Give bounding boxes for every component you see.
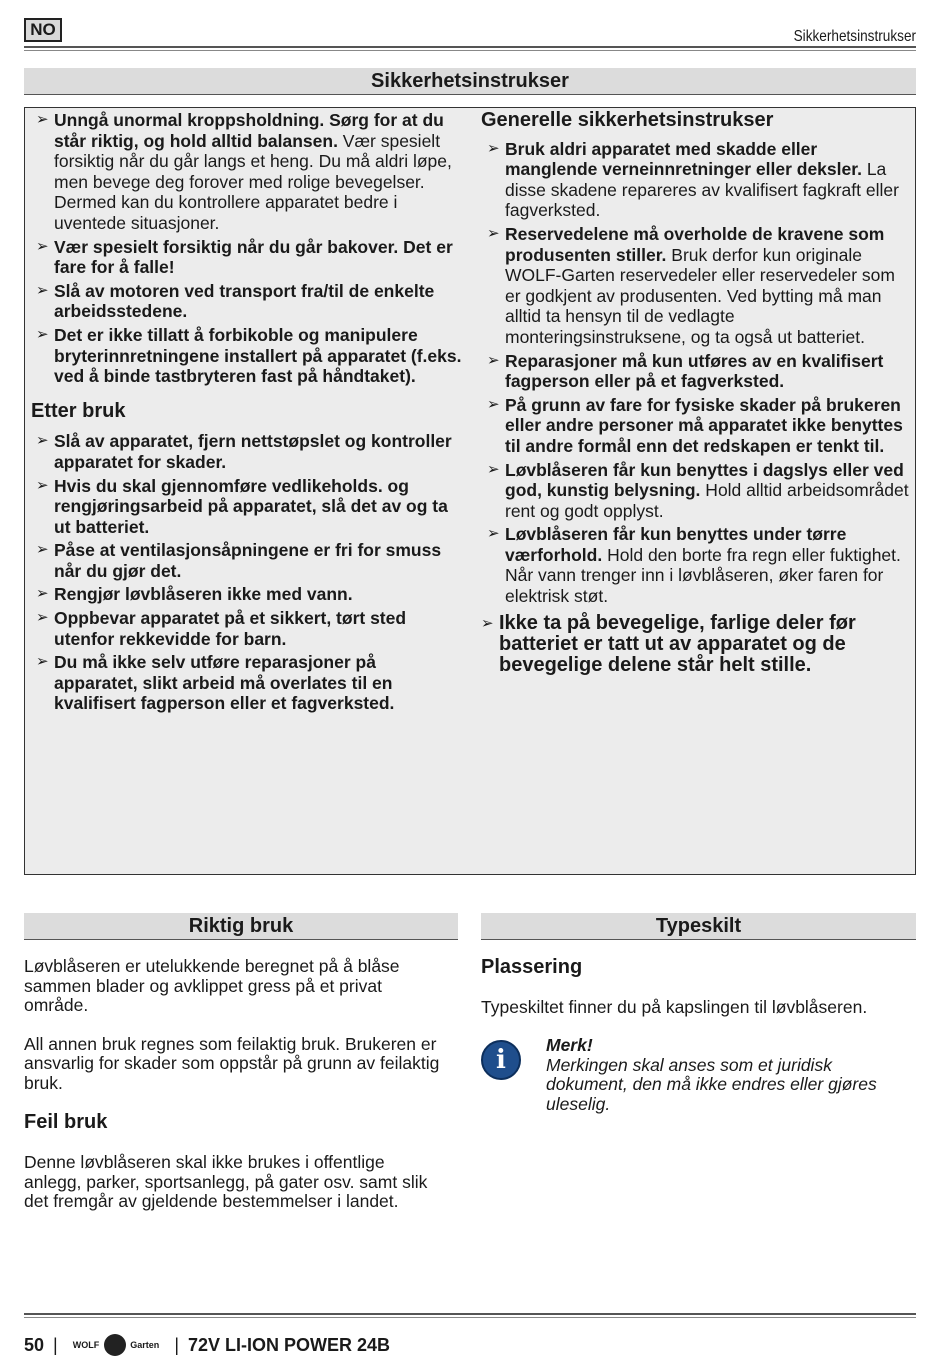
arrow-bullet-icon: ➢ (36, 609, 49, 627)
arrow-bullet-icon: ➢ (487, 460, 500, 478)
arrow-bullet-icon: ➢ (36, 541, 49, 559)
arrow-bullet-icon: ➢ (36, 281, 49, 299)
footer-rule (24, 1313, 916, 1315)
safety-list-item: ➢ Det er ikke tillatt å forbikoble og manipulere bryterinnretningene installert på apparatet (f.eks. ved å binde tastbryteren fast på håndtaket). (36, 324, 462, 387)
arrow-bullet-icon: ➢ (36, 237, 49, 255)
arrow-bullet-icon: ➢ (481, 614, 494, 632)
footer-separator-2: | (174, 1334, 179, 1355)
arrow-bullet-icon: ➢ (36, 585, 49, 603)
correct-use-text: Løvblåseren er utelukkende beregnet på å blåse sammen blader og avklippet gress på et privat område. (24, 956, 400, 1015)
wrong-use-text: Denne løvblåseren skal ikke brukes i offentlige anlegg, parker, sportsanlegg, på gater osv. samt slik det fremgår av gjeldende bestemmelser i landet. (24, 1152, 428, 1211)
after-use-list-item: ➢ Oppbevar apparatet på et sikkert, tørt sted utenfor rekkevidde for barn. (36, 608, 407, 649)
wolf-garten-logo: WOLF Garten (73, 1334, 160, 1356)
arrow-bullet-icon: ➢ (487, 525, 500, 543)
arrow-bullet-icon: ➢ (36, 325, 49, 343)
arrow-bullet-icon: ➢ (487, 351, 500, 369)
general-safety-heading: Generelle sikkerhetsinstrukser (481, 109, 774, 131)
arrow-bullet-icon: ➢ (487, 139, 500, 157)
product-model: 72V LI-ION POWER 24B (188, 1334, 391, 1355)
running-title: Sikkerhetsinstrukser (793, 28, 916, 45)
header-rule (24, 46, 916, 48)
arrow-bullet-icon: ➢ (36, 476, 49, 494)
misuse-responsibility-text: All annen bruk regnes som feilaktig bruk. Brukeren er ansvarlig for skader som oppstår på grunn av feilaktig bruk. (24, 1033, 440, 1093)
placement-heading: Plassering (481, 956, 583, 978)
general-list-item: ➢ Reservedelene må overholde de kravene som produsenten stiller. Bruk derfor kun originale WOLF-Garten reservedeler eller reservedeler som er godkjent av produsenten. Ved bytting må man alltid ta hensyn til de vedlagte monteringsinstruksene, og ta også ut batteriet. (487, 223, 895, 347)
arrow-bullet-icon: ➢ (487, 224, 500, 242)
after-use-list-item: ➢ Hvis du skal gjennomføre vedlikeholds. og rengjøringsarbeid på apparatet, slå det av og ta ut batteriet. (36, 475, 448, 537)
type-plate-location-text: Typeskiltet finner du på kapslingen til løvblåseren. (481, 997, 868, 1017)
after-use-list-item: ➢ Slå av apparatet, fjern nettstøpslet og kontroller apparatet for skader. (36, 431, 452, 472)
general-list-item: ➢ Reparasjoner må kun utføres av en kvalifisert fagperson eller på et fagverksted. (487, 350, 884, 392)
footer (24, 1334, 390, 1356)
list-item-important: ➢ Ikke ta på bevegelige, farlige deler før batteriet er tatt ut av apparatet og de bevegelige delene står helt stille. (481, 611, 856, 676)
after-use-heading: Etter bruk (31, 399, 126, 422)
right-column (481, 110, 911, 679)
general-list-item: ➢ Løvblåseren får kun benyttes under tørre værforhold. Hold den borte fra regn eller fuktighet. Når vann trenger inn i løvblåseren, øker faren for elektrisk støt. (487, 524, 901, 607)
note-text: Merkingen skal anses som et juridisk dokument, den må ikke endres eller gjøres uleselig. (546, 1054, 877, 1114)
info-icon: i (481, 1040, 521, 1080)
footer-rule-thin (24, 1317, 916, 1318)
section-title-type-plate: Typeskilt (481, 913, 916, 940)
section-title-correct-use: Riktig bruk (24, 913, 458, 940)
page-number: 50 (24, 1334, 45, 1355)
header-rule-thin (24, 50, 916, 51)
wolf-head-icon (104, 1334, 126, 1356)
after-use-list-item: ➢ Du må ikke selv utføre reparasjoner på apparatet, slikt arbeid må overlates til en kvalifisert fagperson eller et fagverksted. (36, 652, 395, 714)
note-title: Merk! (546, 1035, 593, 1055)
language-badge: NO (24, 18, 62, 42)
arrow-bullet-icon: ➢ (36, 432, 49, 450)
arrow-bullet-icon: ➢ (487, 395, 500, 413)
safety-list-item: ➢ Vær spesielt forsiktig når du går bakover. Det er fare for å falle! (36, 236, 453, 278)
footer-separator: | (53, 1334, 58, 1355)
arrow-bullet-icon: ➢ (36, 653, 49, 671)
safety-list-item: ➢ Slå av motoren ved transport fra/til de enkelte arbeidsstedene. (36, 280, 435, 322)
correct-use-section (24, 957, 444, 1212)
note-block (546, 1036, 916, 1114)
arrow-bullet-icon: ➢ (36, 111, 49, 128)
general-list-item: ➢ Bruk aldri apparatet med skadde eller manglende verneinnretninger eller deksler. La disse skadene repareres av kvalifisert fagkraft eller fagverksted. (487, 138, 899, 221)
left-column (30, 110, 462, 717)
type-plate-section (481, 956, 911, 1018)
after-use-list-item: ➢ Påse at ventilasjonsåpningene er fri for smuss når du gjør det. (36, 540, 442, 581)
general-list-item: ➢ Løvblåseren får kun benyttes i dagslys eller ved god, kunstig belysning. Hold alltid arbeidsområdet rent og godt opplyst. (487, 459, 909, 521)
after-use-list-item: ➢ Rengjør løvblåseren ikke med vann. (36, 584, 353, 605)
section-title-safety: Sikkerhetsinstrukser (24, 68, 916, 95)
safety-list-item: ➢ Unngå unormal kroppsholdning. Sørg for at du står riktig, og hold alltid balansen. Vær spesielt forsiktig når du går langs et heng. Du må aldri løpe, men bevege deg forover med rolige bevegelser. Dermed kan du kontrollere apparatet bedre i uventede situasjoner. (36, 110, 452, 233)
general-list-item: ➢ På grunn av fare for fysiske skader på brukeren eller andre personer må apparatet ikke benyttes til andre formål enn det redskapen er tenkt til. (487, 394, 903, 456)
wrong-use-heading: Feil bruk (24, 1111, 108, 1133)
